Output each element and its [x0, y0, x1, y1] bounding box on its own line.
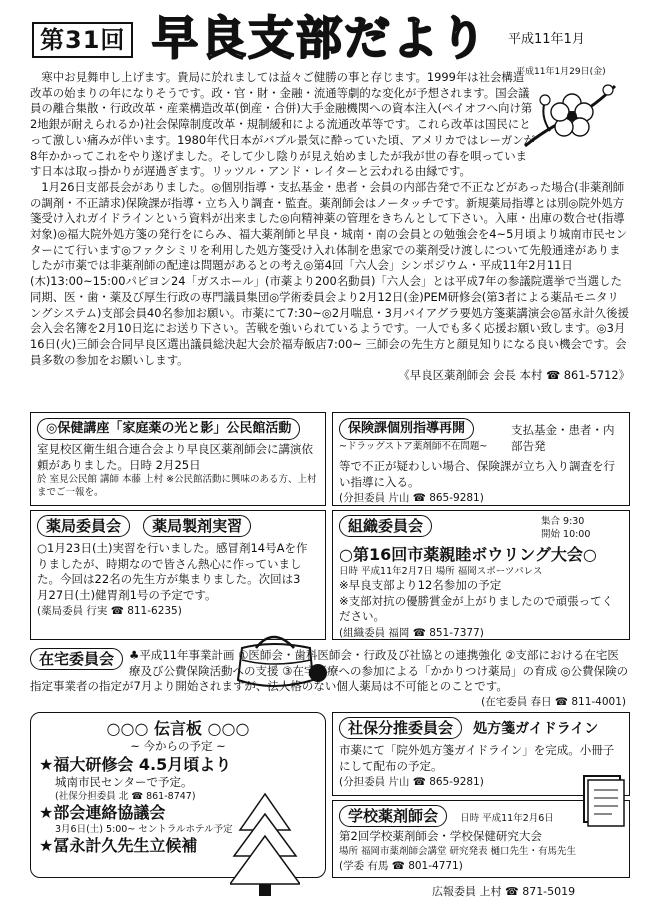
start-time: 開始 10:00 [541, 529, 591, 540]
organization-committee-panel [332, 510, 630, 640]
bowling-note-2: ※支部対抗の優勝賞金が上がりましたので頑張ってください。 [339, 593, 614, 623]
pharmacy-committee-body: ○1月23日(土)実習を行いました。感冒剤14号Aを作りましたが、時期なので皆さん熱心に作っていました。今回は22名の先生方が集まりました。次回は3月27日(土)健胃剤1号の予定です。 [37, 541, 308, 602]
pharmacy-committee-title: 薬局委員会 [37, 515, 130, 537]
insurance-guidance-panel [332, 412, 630, 506]
organization-committee-contact: (組織委員 福岡 ☎ 851-7377) [339, 626, 484, 639]
message-board-subtitle: ~ 今からの予定 ~ [130, 739, 226, 753]
homecare-committee-contact: (在宅委員 春日 ☎ 811-4001) [481, 696, 626, 708]
message-board-title: ○○○ 伝言板 ○○○ [106, 719, 250, 738]
intro-signature: 《早良区薬剤師会 会長 本村 ☎ 861-5712》 [398, 368, 630, 383]
prescription-guideline-title: 処方箋ガイドライン [473, 721, 599, 737]
insurance-guidance-body2: 等で不正が疑わしい場合、保険課が立ち入り調査を行い指導に入る。 [339, 459, 615, 489]
school-pharmacist-detail: 場所 福岡市薬剤師会講堂 研究発表 樋口先生・有馬先生 [339, 845, 577, 857]
health-lecture-body: 室見校区衛生組合連合会より早良区薬剤師会に講演依頼がありました。日時 2月25日 [37, 442, 313, 472]
school-pharmacist-title: 学校薬剤師会 [339, 805, 447, 827]
footer-contact: 広報委員 上村 ☎ 871-5019 [432, 885, 576, 898]
social-insurance-contact: (分担委員 片山 ☎ 865-9281) [339, 776, 484, 788]
social-insurance-body: 市薬にて「院外処方箋ガイドライン」を完成。小冊子にして配布の予定。 [339, 743, 615, 773]
health-lecture-place: 於 室見公民館 講師 本藤 上村 ※公民館活動に興味のある方、上村までご一報を。 [37, 474, 317, 498]
message-item-3: ★冨永計久先生立候補 [39, 836, 198, 855]
school-pharmacist-date: 日時 平成11年2月6日 [460, 813, 554, 824]
school-pharmacist-body: 第2回学校薬剤師会・学校保健研究大会 [339, 829, 542, 843]
bowling-event-title: ○第16回市薬親睦ボウリング大会○ [339, 545, 597, 564]
homecare-committee-title: 在宅委員会 [30, 648, 123, 670]
school-pharmacist-contact: (学委 有馬 ☎ 801-4771) [339, 859, 463, 872]
message-item-1: ★福大研修会 4.5月頃より [39, 754, 232, 774]
social-insurance-title: 社保分推委員会 [339, 717, 462, 739]
message-item-1-contact: (社保分担委員 北 ☎ 861-8747) [55, 791, 196, 802]
intro-meeting-report: 1月26日支部長会がありました。◎個別指導・支払基金・患者・会員の内部告発で不正などがあった場合(非薬剤師の調剤・不正請求)保険課が指導・立ち入り調査・監査。薬剤師会はノータッチです。新規薬局指導とは別◎院外処方箋受け入れガイドラインという資料が出来ました◎向精神薬の管理をきちんとして下さい。入庫・出庫の数合せ(指導対象)◎福大院外処方箋の発行をにらみ、福大薬剤師と早良・城南・南の会員との勉強会を4~5月頃より城南市民センターにて行います◎ファクシミリを利用した処方箋受け入れ体制を患家での薬剤受け渡しについて先般通達がありましたが市薬では非薬剤師の配達は問題があるとの考え◎第4回「六人会」シンポジウム・平成11年2月11日(木)13:00~15:00パピヨン24「ガスホール」(市薬より200名動員)「六人会」とは平成7年の参議院選挙で当選した同期、医・歯・薬及び厚生行政の専門議員集団◎学術委員会より2月12日(金)PEM研修会(第3者による薬品モニタリングシステム)支部会員40名参加お願い。市薬にて7:30~◎2月喘息・3月バイアグラ要処方箋薬講演会◎冨永計久後援会入会名簿を2月10日迄にお送り下さい。苦戦を強いられているようです。一人でも多く応援お願い致します。◎3月16日(火)三師会合同早良区選出議員総決起大会於福寿飯店7:00~ 三師会の先生方と顔見知りになる良い機会です。会員多数の参加をお願いします。 [30, 179, 629, 367]
health-lecture-title: ◎保健講座「家庭薬の光と影」公民館活動 [37, 418, 300, 440]
pharmacy-practice-title: 薬局製剤実習 [143, 515, 251, 537]
bowling-event-detail: 日時 平成11年2月7日 場所 福岡スポーツパレス [339, 566, 543, 577]
organization-committee-title: 組織委員会 [339, 515, 432, 537]
intro-greeting: 寒中お見舞申し上げます。貴局に於れましては益々ご健勝の事と存じます。1999年は社会構造改革の始まりの年になりそうです。政・官・財・金融・流通等劇的な変化が予想されます。国会議員の離合集散・行政改革・産業構造改革(倒産・合併)大手金融機関への資本注入(ペイオフへ向け第2地銀が耐えられるか)社会保障制度改革・規制緩和による流通改革等です。これら改革は国民にとって激しい痛みが伴います。1980年代日本がバブル景気に酔っていた頃、アメリカではレーガンが8年かかってこれをやり遂げました。そして少し陰りが見え始めましたが我が世の春を唄っています日本は取っ掛かりが遅過ぎます。リッツル・アンド・レイターと云われる由縁です。 [30, 70, 536, 179]
insurance-guidance-subtitle: ~ドラッグストア薬剤師不在問題~ [339, 441, 488, 452]
page-title: 早良支部だより [152, 11, 488, 65]
message-item-2: ★部会連絡協議会 [39, 803, 166, 822]
issue-number: 第31回 [32, 22, 133, 58]
message-item-2-sub: 3月6日(土) 5:00~ セントラルホテル予定 [55, 824, 233, 835]
intro-section [30, 70, 630, 384]
health-lecture-panel [30, 412, 326, 506]
pharmacy-committee-panel [30, 510, 326, 640]
insurance-guidance-contact: (分担委員 片山 ☎ 865-9281) [339, 492, 484, 504]
publish-date: 平成11年1月29日(金) [516, 67, 606, 77]
header [30, 8, 630, 77]
homecare-committee-body: ♣平成11年事業計画 ①医師会・歯科医師会・行政及び社協との連携強化 ②支部における在宅医療及び公費保険活動への支援 ③在宅医療への参加による「かかりつけ薬局」の育成 ◎公費保険の指定事業者の指定が7月より開始されますが、法人格のない個人薬局は不可能とのことです。 [30, 648, 629, 693]
insurance-guidance-body1: 支払基金・患者・内部告発 [511, 423, 615, 453]
message-item-1-sub: 城南市民センターで予定。 [55, 774, 193, 789]
bowling-note-1: ※早良支部より12名参加の予定 [339, 578, 502, 592]
pharmacy-committee-contact: (薬局委員 行実 ☎ 811-6235) [37, 605, 182, 617]
issue-date: 平成11年1月 [508, 32, 585, 47]
tree-icon [230, 790, 300, 898]
insurance-guidance-title: 保険課個別指導再開 [339, 418, 474, 440]
book-icon [578, 770, 630, 830]
homecare-committee-section [30, 648, 630, 710]
gather-time: 集合 9:30 [541, 516, 585, 527]
